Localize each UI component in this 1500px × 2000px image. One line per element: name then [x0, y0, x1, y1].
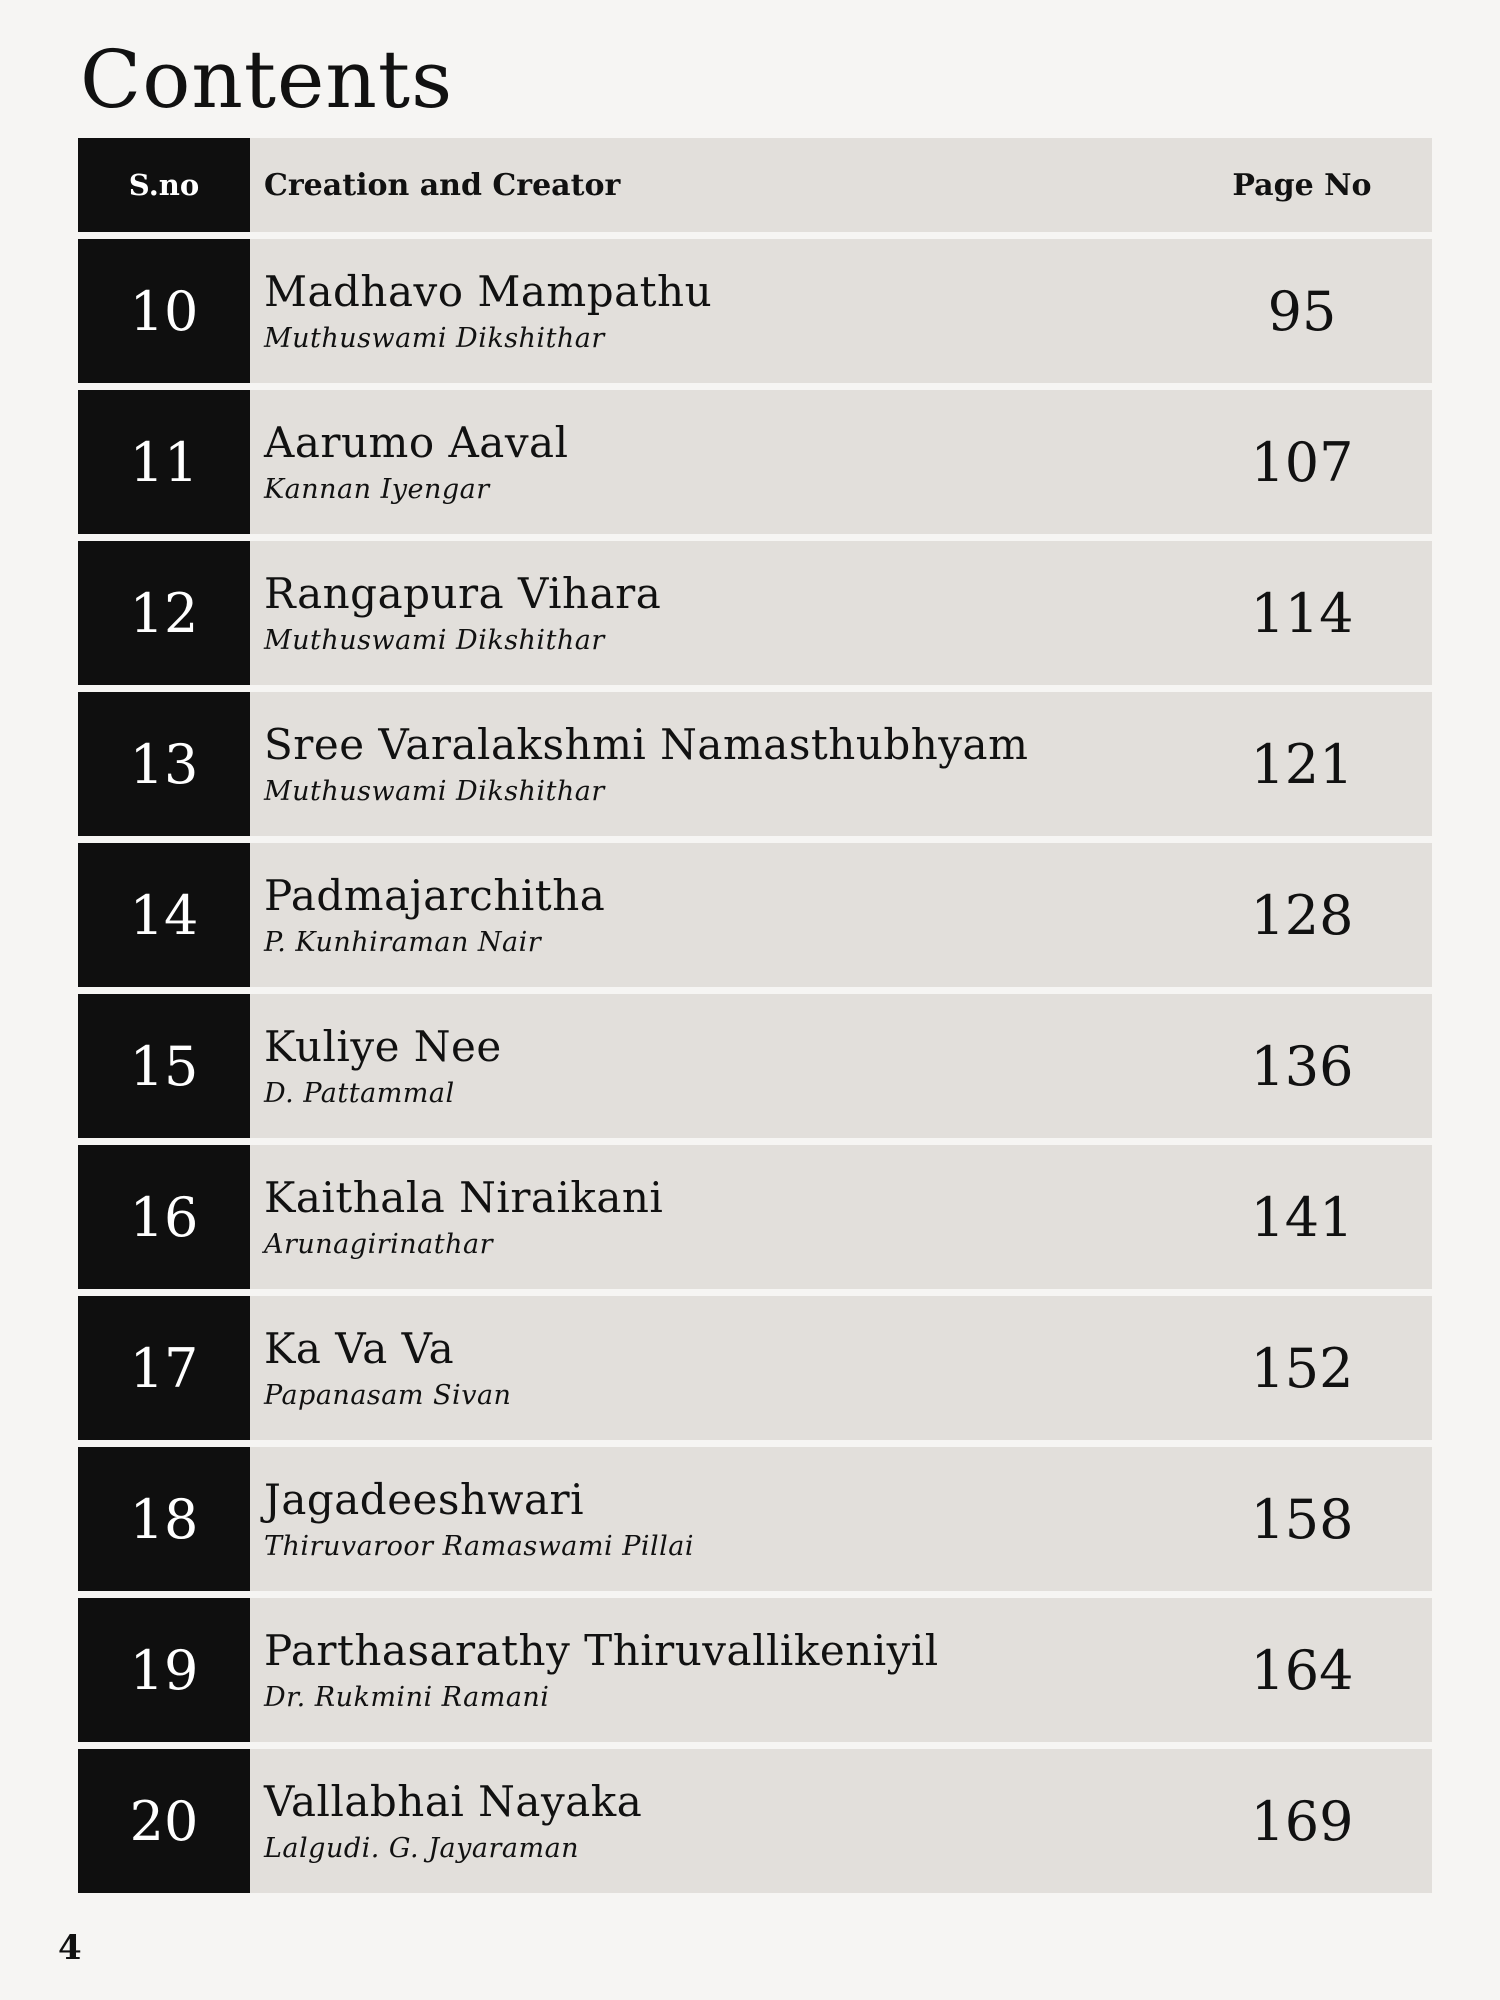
row-title-cell: [250, 1296, 1172, 1440]
creator-name: Dr. Rukmini Ramani: [264, 1681, 550, 1713]
creation-title: Kaithala Niraikani: [264, 1173, 664, 1223]
creation-title: Jagadeeshwari: [264, 1475, 585, 1525]
table-row[interactable]: [78, 390, 1432, 534]
row-sno: 11: [78, 390, 250, 534]
table-row[interactable]: [78, 994, 1432, 1138]
row-page: 164: [1250, 1638, 1354, 1702]
creation-title: Rangapura Vihara: [264, 569, 662, 619]
row-title-cell: [250, 239, 1172, 383]
row-page: 136: [1250, 1034, 1354, 1098]
table-row[interactable]: [78, 1749, 1432, 1893]
table-row[interactable]: [78, 1145, 1432, 1289]
row-page: 95: [1267, 279, 1337, 343]
table-row[interactable]: [78, 1598, 1432, 1742]
row-title-cell: [250, 994, 1172, 1138]
table-row[interactable]: [78, 541, 1432, 685]
creator-name: Arunagirinathar: [264, 1228, 493, 1260]
row-sno: 13: [78, 692, 250, 836]
table-row[interactable]: [78, 843, 1432, 987]
creator-name: Thiruvaroor Ramaswami Pillai: [264, 1530, 695, 1562]
creator-name: Muthuswami Dikshithar: [264, 322, 605, 354]
row-title-cell: [250, 1598, 1172, 1742]
creator-name: P. Kunhiraman Nair: [264, 926, 542, 958]
row-page: 121: [1250, 732, 1354, 796]
creation-title: Kuliye Nee: [264, 1022, 502, 1072]
row-title-cell: [250, 692, 1172, 836]
row-page: 107: [1250, 430, 1354, 494]
header-page: Page No: [1232, 167, 1372, 203]
row-sno: 14: [78, 843, 250, 987]
page-title: Contents: [80, 33, 454, 126]
table-row[interactable]: [78, 1447, 1432, 1591]
creator-name: Papanasam Sivan: [264, 1379, 512, 1411]
row-sno: 17: [78, 1296, 250, 1440]
row-page: 158: [1250, 1487, 1354, 1551]
creator-name: Muthuswami Dikshithar: [264, 624, 605, 656]
creation-title: Sree Varalakshmi Namasthubhyam: [264, 720, 1029, 770]
row-sno: 12: [78, 541, 250, 685]
row-sno: 16: [78, 1145, 250, 1289]
creator-name: Muthuswami Dikshithar: [264, 775, 605, 807]
row-sno: 20: [78, 1749, 250, 1893]
table-row[interactable]: [78, 692, 1432, 836]
row-title-cell: [250, 1447, 1172, 1591]
page-number: 4: [58, 1928, 82, 1968]
row-sno: 15: [78, 994, 250, 1138]
row-page: 169: [1250, 1789, 1354, 1853]
header-sno: S.no: [78, 138, 250, 232]
row-title-cell: [250, 390, 1172, 534]
header-creation: Creation and Creator: [264, 167, 621, 203]
table-row[interactable]: [78, 239, 1432, 383]
row-sno: 10: [78, 239, 250, 383]
creation-title: Padmajarchitha: [264, 871, 606, 921]
creator-name: D. Pattammal: [264, 1077, 455, 1109]
creation-title: Aarumo Aaval: [264, 418, 569, 468]
table-row[interactable]: [78, 1296, 1432, 1440]
row-page: 128: [1250, 883, 1354, 947]
row-title-cell: [250, 1749, 1172, 1893]
row-sno: 19: [78, 1598, 250, 1742]
row-title-cell: [250, 843, 1172, 987]
row-title-cell: [250, 541, 1172, 685]
row-page: 141: [1250, 1185, 1354, 1249]
row-page: 152: [1250, 1336, 1354, 1400]
creation-title: Parthasarathy Thiruvallikeniyil: [264, 1626, 939, 1676]
creation-title: Vallabhai Nayaka: [264, 1777, 643, 1827]
row-title-cell: [250, 1145, 1172, 1289]
contents-table: [78, 138, 1432, 1900]
row-page: 114: [1250, 581, 1354, 645]
row-sno: 18: [78, 1447, 250, 1591]
creation-title: Ka Va Va: [264, 1324, 455, 1374]
creator-name: Lalgudi. G. Jayaraman: [264, 1832, 580, 1864]
table-header: [78, 138, 1432, 232]
creation-title: Madhavo Mampathu: [264, 267, 713, 317]
creator-name: Kannan Iyengar: [264, 473, 490, 505]
